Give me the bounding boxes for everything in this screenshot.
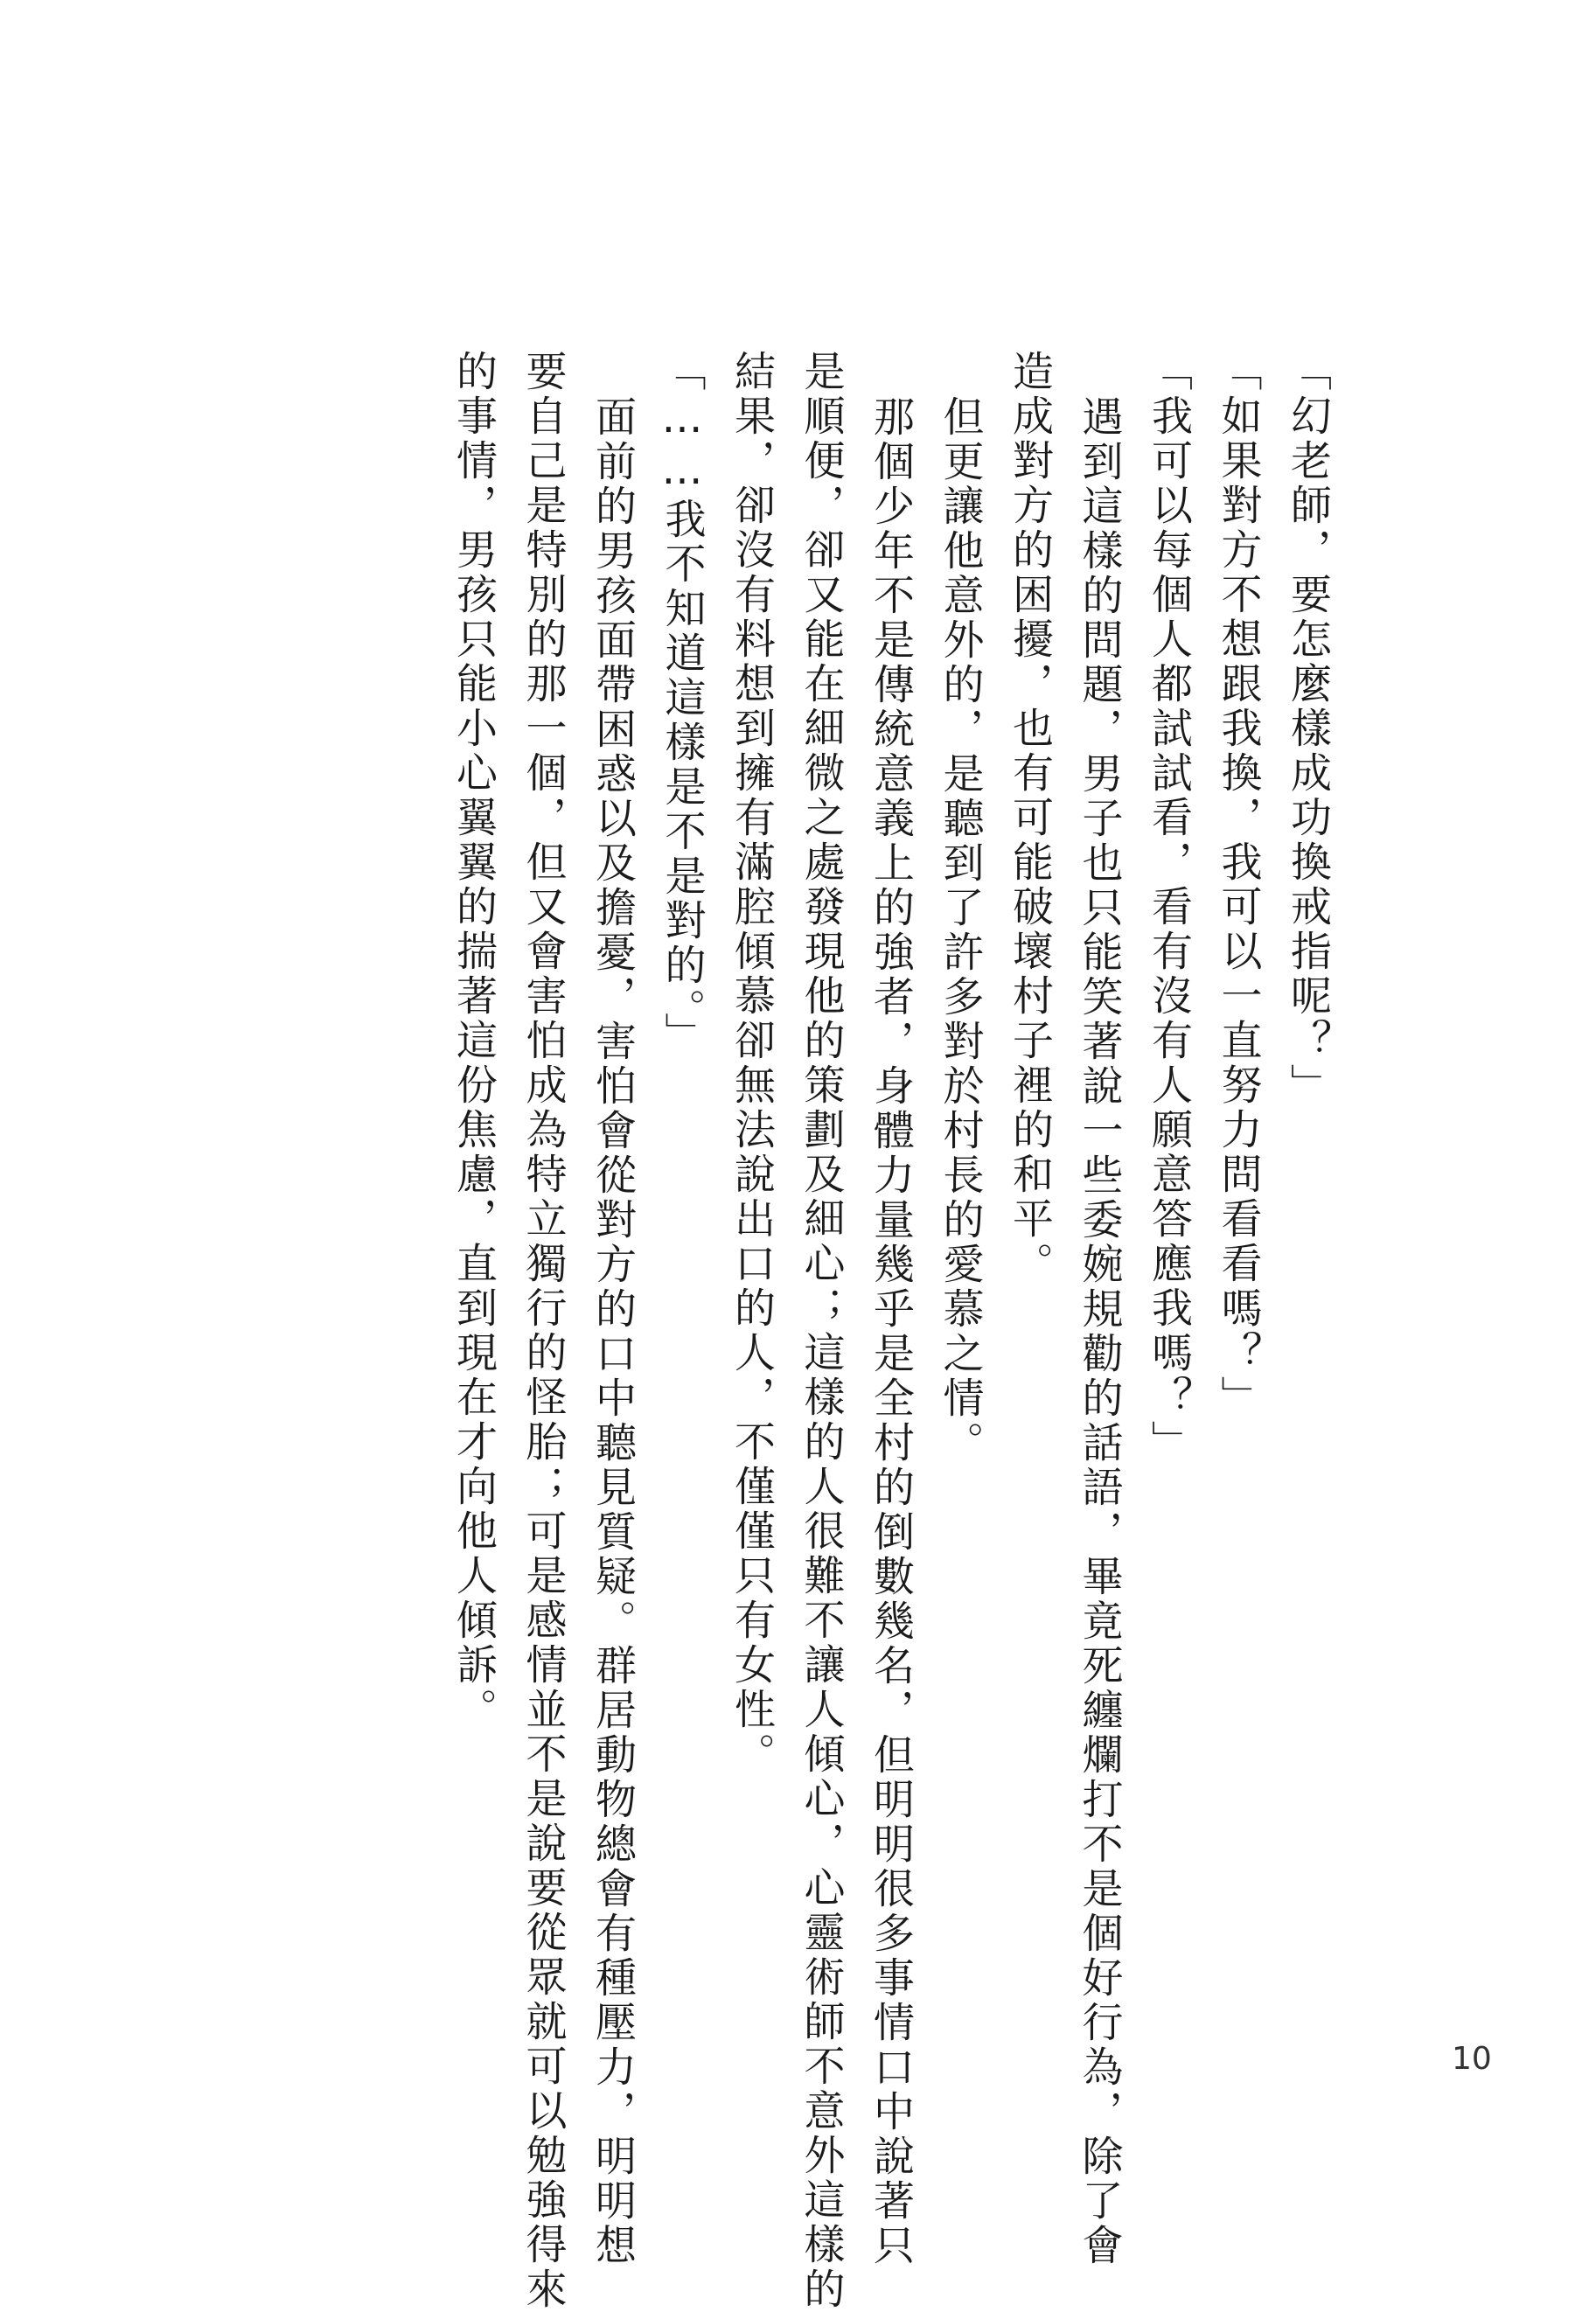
text-column: 要自己是特別的那一個，但又會害怕成為特立獨行的怪胎；可是感情並不是說要從眾就可以勉強得來	[519, 350, 568, 2312]
text-column: 造成對方的困擾，也有可能破壞村子裡的和平。	[1006, 350, 1054, 1286]
text-column: 但更讓他意外的，是聽到了許多對於村長的愛慕之情。	[936, 395, 985, 1466]
text-column: 「我可以每個人都試試看，看有沒有人願意答應我嗎？」	[1145, 350, 1193, 1465]
text-column: 那個少年不是傳統意義上的強者，身體力量幾乎是全村的倒數幾名，但明明很多事情口中說著只	[867, 395, 915, 2268]
text-column: 「……我不知道這樣是不是對的。」	[658, 350, 707, 1057]
text-column: 「如果對方不想跟我換，我可以一直努力問看看嗎？」	[1214, 350, 1263, 1420]
page-number: 10	[1452, 2041, 1492, 2077]
vertical-body-text	[439, 350, 1343, 2312]
text-column: 是順便，卻又能在細微之處發現他的策劃及細心；這樣的人很難不讓人傾心，心靈術師不意外這樣的	[797, 350, 846, 2312]
text-column: 結果，卻沒有料想到擁有滿腔傾慕卻無法說出口的人，不僅僅只有女性。	[728, 350, 776, 1777]
text-column: 遇到這樣的問題，男子也只能笑著說一些委婉規勸的話語，畢竟死纏爛打不是個好行為，除了會	[1075, 395, 1124, 2268]
text-column: 「幻老師，要怎麼樣成功換戒指呢？」	[1284, 350, 1332, 1108]
text-column: 的事情，男孩只能小心翼翼的揣著這份焦慮，直到現在才向他人傾訴。	[450, 350, 498, 1732]
text-column: 面前的男孩面帶困惑以及擔憂，害怕會從對方的口中聽見質疑。群居動物總會有種壓力，明明想	[589, 395, 637, 2268]
